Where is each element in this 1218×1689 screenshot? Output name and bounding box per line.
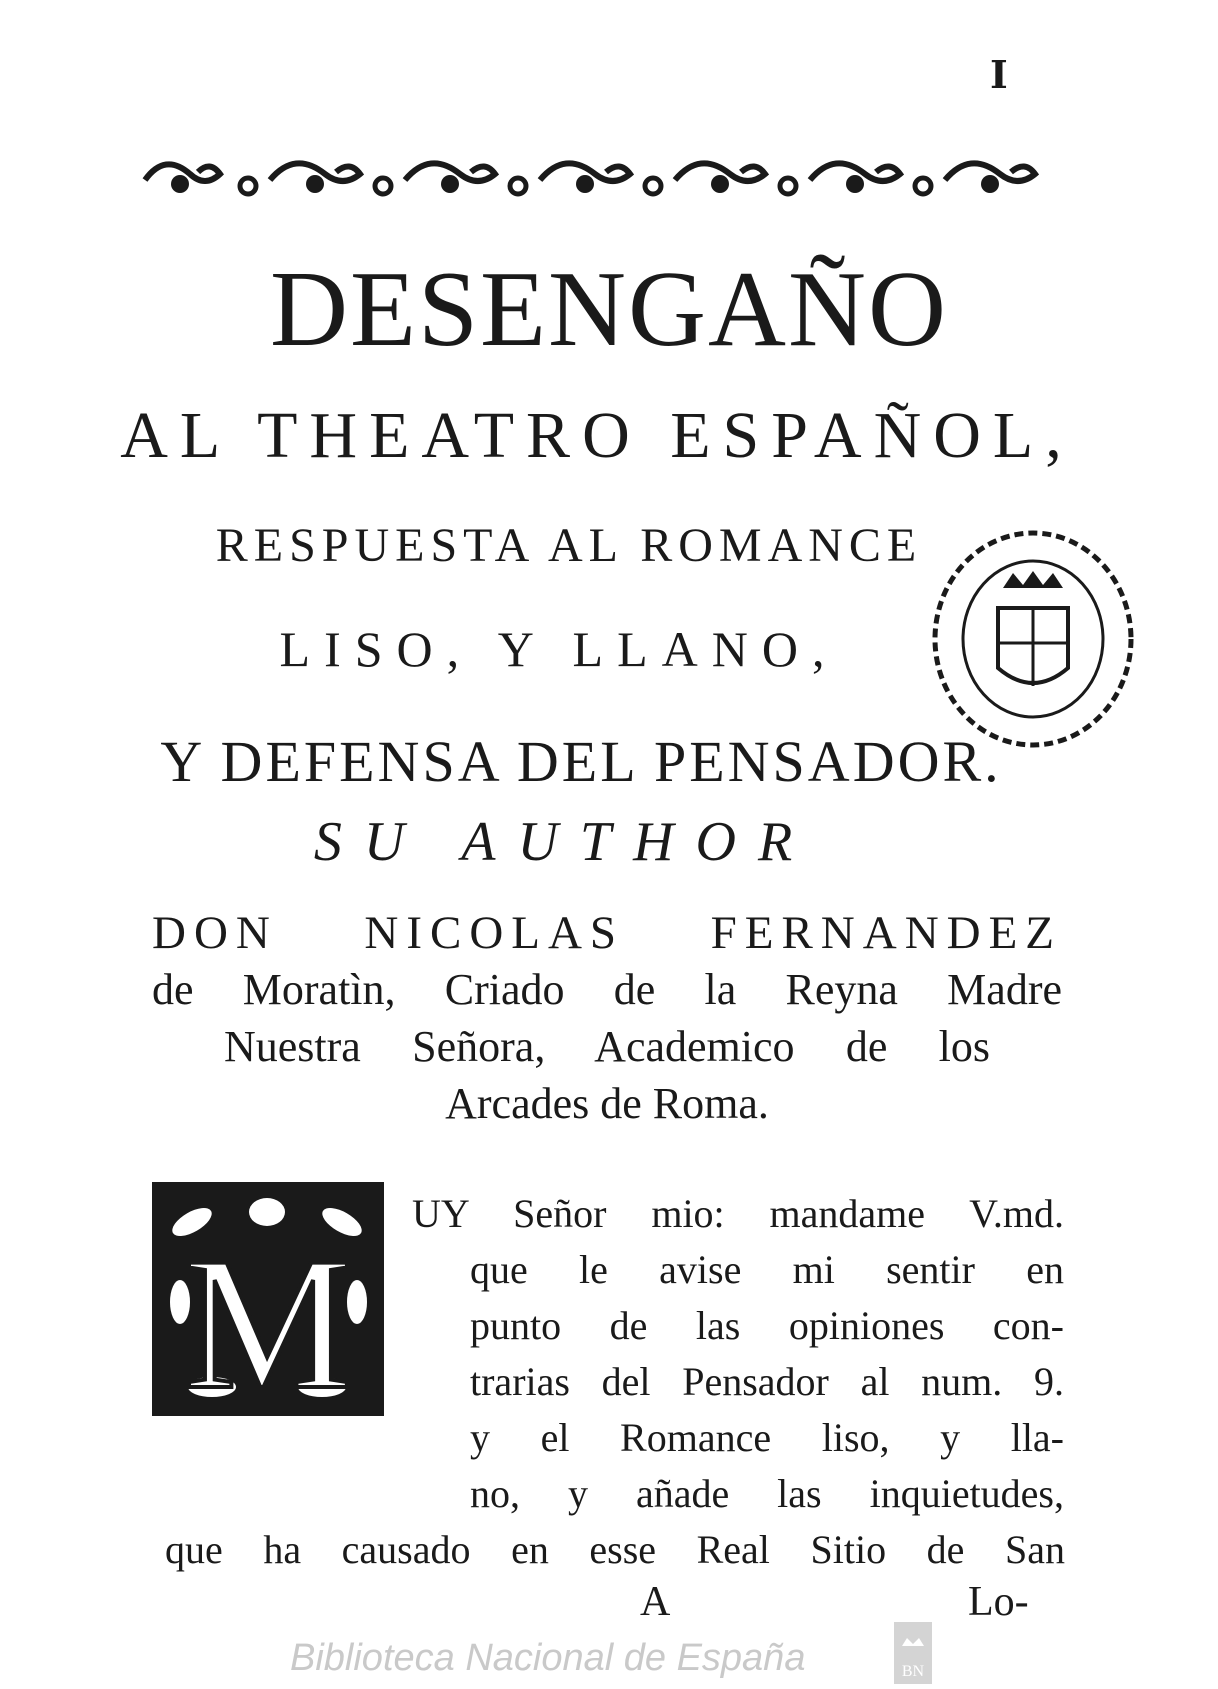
- body-line: UY Señor mio: mandame V.md.: [412, 1191, 1064, 1236]
- body-line: trarias del Pensador al num. 9.: [470, 1359, 1064, 1404]
- title-desengano: DESENGAÑO: [270, 250, 948, 369]
- svg-text:BN: BN: [901, 1663, 925, 1680]
- title-defensa: Y DEFENSA DEL PENSADOR.: [160, 729, 1002, 794]
- title-liso: LISO, Y LLANO,: [279, 621, 839, 677]
- bn-logo-icon: [894, 1622, 932, 1684]
- body-full-line: que ha causado en esse Real Sitio de San: [165, 1527, 1065, 1572]
- library-watermark: Biblioteca Nacional de España: [290, 1637, 806, 1679]
- body-line: punto de las opiniones con-: [470, 1303, 1064, 1348]
- body-text: [412, 1186, 1064, 1522]
- decorated-initial: [152, 1182, 420, 1416]
- body-line: que le avise mi sentir en: [470, 1247, 1064, 1292]
- author-line: de Moratìn, Criado de la Reyna Madre: [152, 965, 1062, 1014]
- initial-letter: M: [183, 1219, 353, 1416]
- author-block: [152, 905, 1062, 1132]
- page-number: I: [990, 52, 1008, 97]
- catchword: Lo-: [968, 1579, 1029, 1625]
- library-stamp: [928, 528, 1138, 750]
- author-line: Arcades de Roma.: [445, 1079, 769, 1128]
- title-su-author: SU AUTHOR: [313, 811, 815, 873]
- author-name: DON NICOLAS FERNANDEZ: [152, 907, 1062, 959]
- ornamental-border: [140, 150, 1050, 210]
- body-line: no, y añade las inquietudes,: [470, 1471, 1064, 1516]
- title-respuesta: RESPUESTA AL ROMANCE: [215, 519, 923, 572]
- author-line: Nuestra Señora, Academico de los: [224, 1022, 990, 1071]
- signature-mark: A: [640, 1579, 671, 1625]
- body-line: y el Romance liso, y lla-: [470, 1415, 1064, 1460]
- title-theatro: AL THEATRO ESPAÑOL,: [120, 399, 1074, 472]
